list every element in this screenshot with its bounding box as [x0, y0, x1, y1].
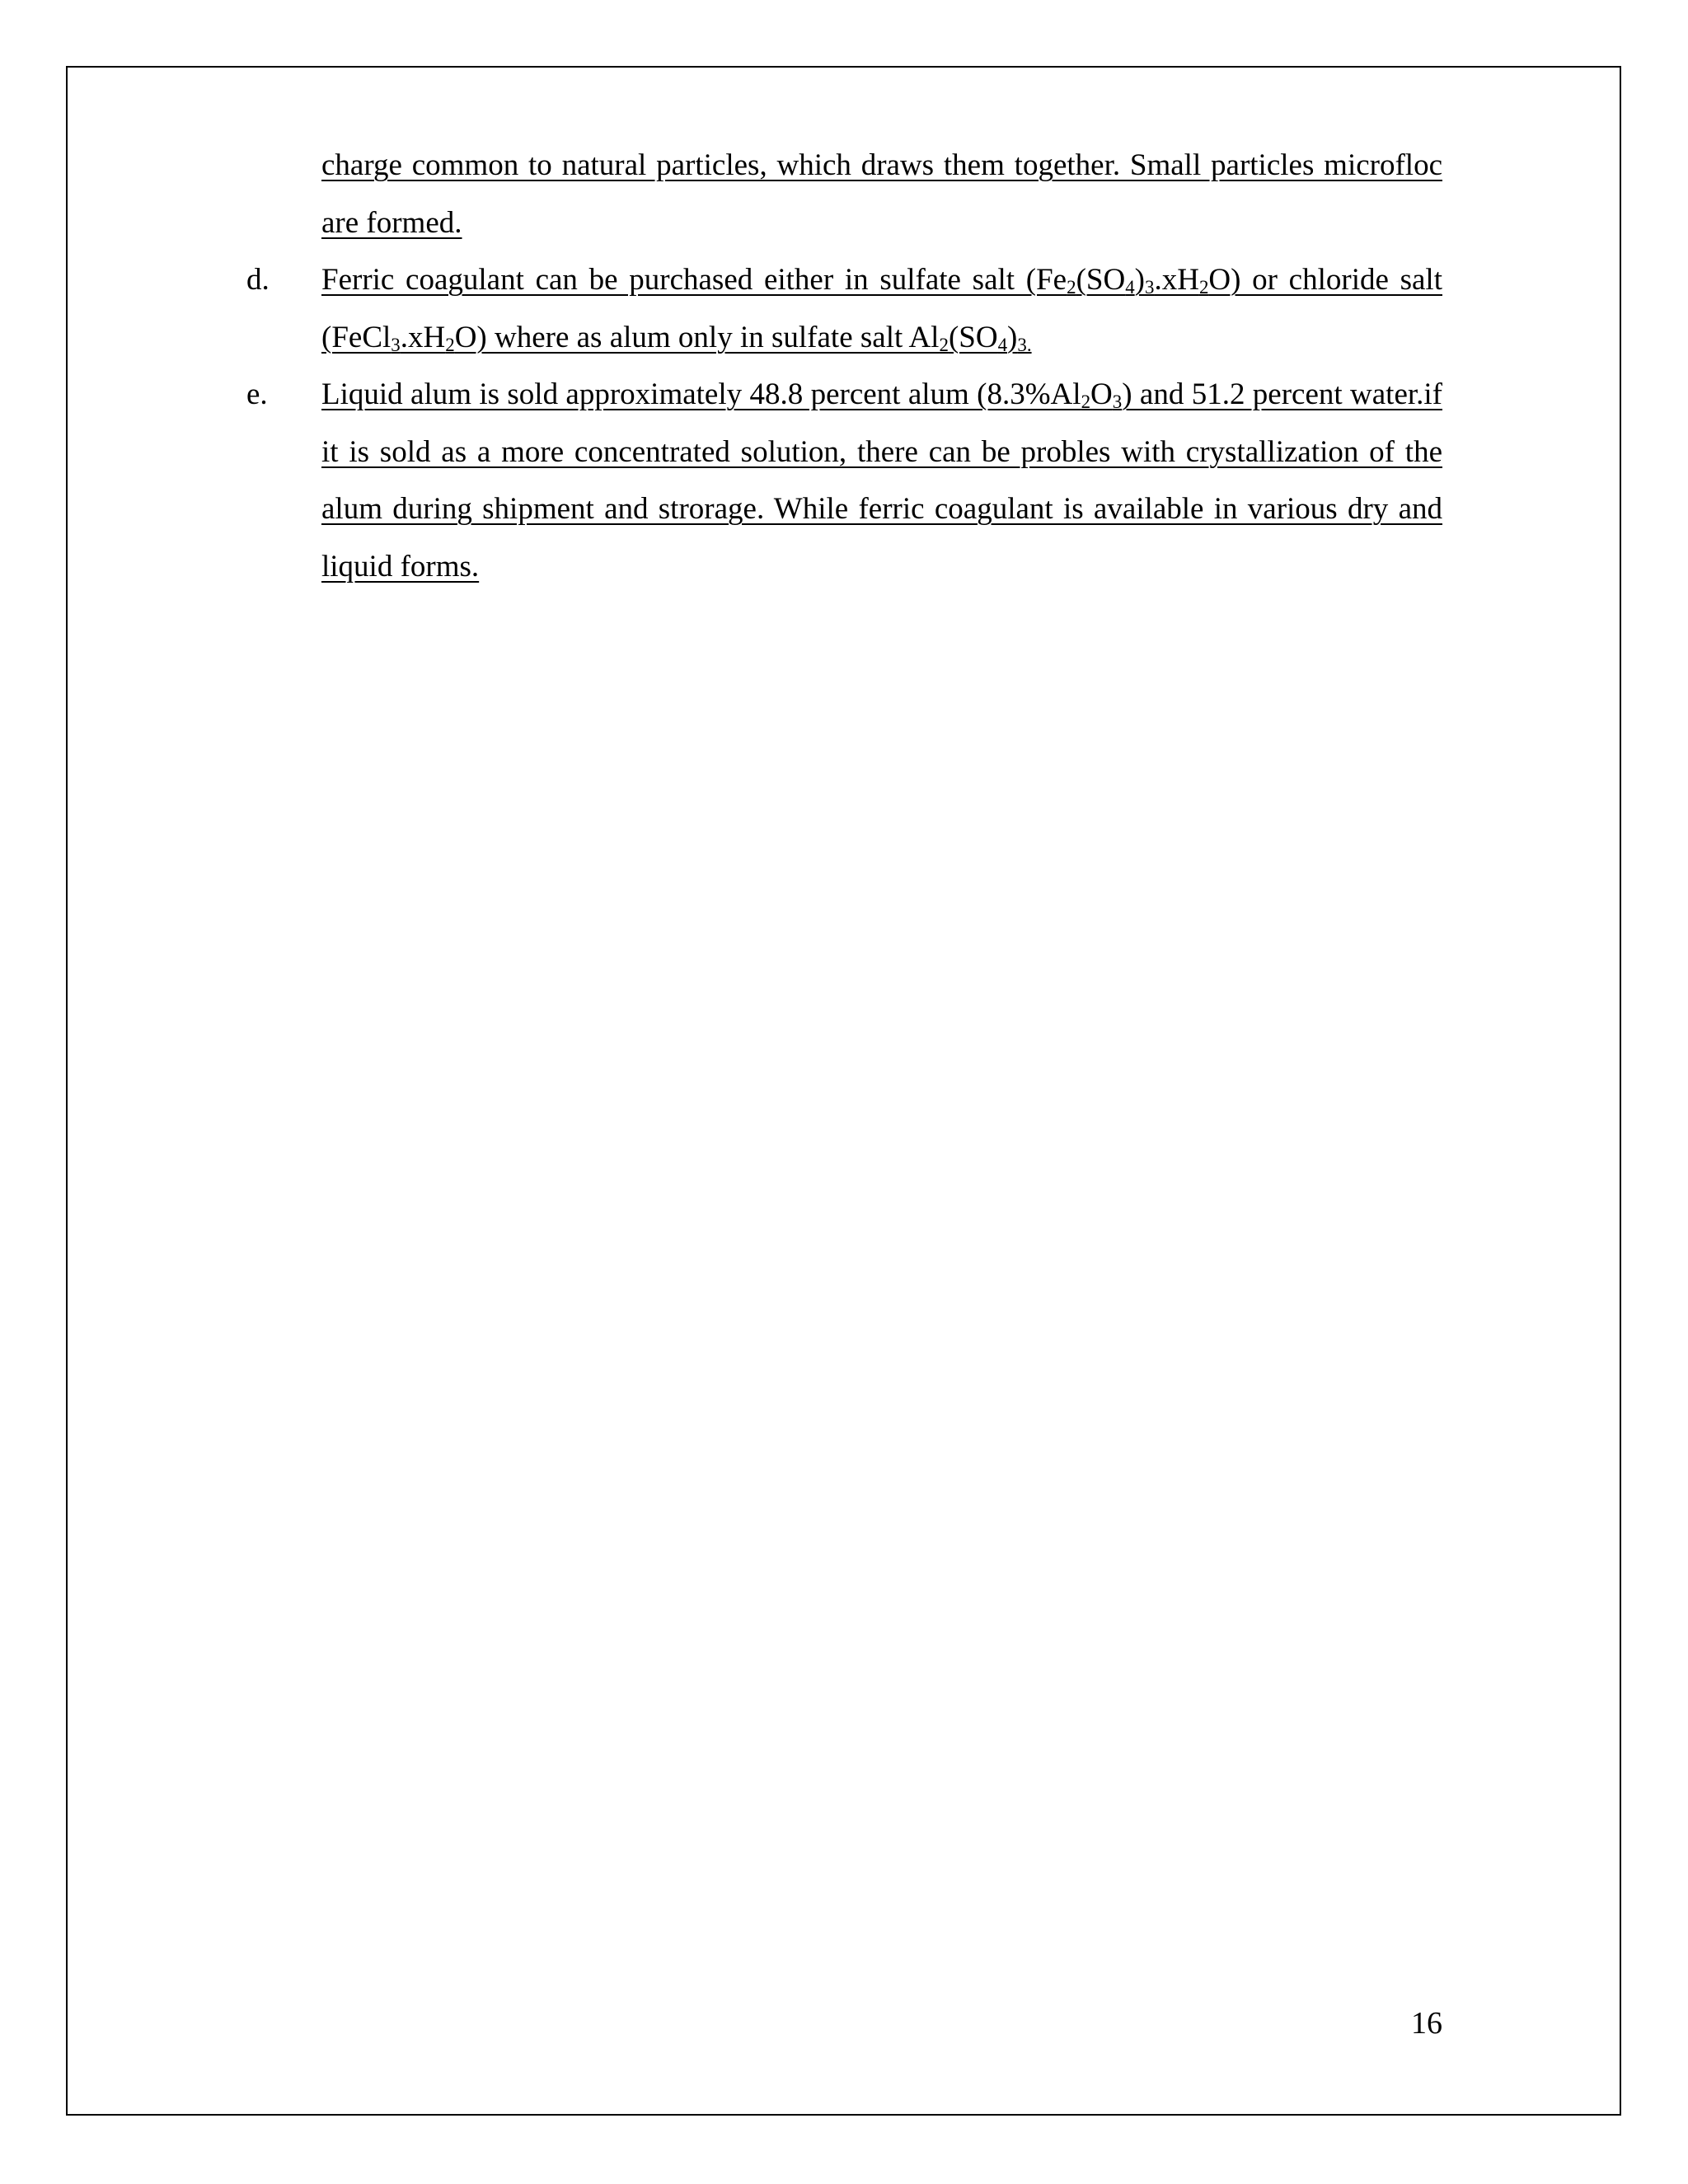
- text-run: (SO: [1076, 263, 1126, 297]
- paragraph: [239, 251, 1442, 366]
- paragraph-text: [321, 263, 1442, 354]
- text-run: ): [1007, 320, 1018, 354]
- text-run: Ferric coagulant can be purchased either in sulfate salt (Fe: [321, 263, 1067, 297]
- subscript: 2: [1067, 277, 1076, 298]
- text-run: ): [1134, 263, 1145, 297]
- document-body: [239, 137, 1442, 595]
- subscript: 3.: [1017, 334, 1032, 355]
- text-run: (SO: [948, 320, 998, 354]
- text-run: O) where as alum only in sulfate salt Al: [454, 320, 940, 354]
- subscript: 4: [1125, 277, 1135, 298]
- subscript: 3: [391, 334, 401, 355]
- paragraph-text: [321, 148, 1442, 240]
- subscript: 3: [1144, 277, 1155, 298]
- subscript: 3: [1112, 391, 1123, 413]
- paragraph: [239, 137, 1442, 251]
- page-number: 16: [1411, 2006, 1442, 2041]
- text-run: .xH: [1154, 263, 1199, 297]
- paragraph: [239, 366, 1442, 595]
- text-run: O) or chloride salt (FeCl: [321, 263, 1442, 354]
- subscript: 2: [445, 334, 455, 355]
- text-run: charge common to natural particles, which draws them together. Small particles microfloc are formed.: [321, 148, 1442, 240]
- subscript: 2: [939, 334, 949, 355]
- paragraph-text: [321, 377, 1442, 583]
- subscript: 4: [997, 334, 1008, 355]
- text-run: ) and 51.2 percent water.if it is sold as a more concentrated solution, there can be probles with crystallization of the alum during shipment and strorage. While ferric coagulant is available in various dry and liquid forms.: [321, 377, 1442, 583]
- subscript: 2: [1198, 277, 1209, 298]
- text-run: .xH: [400, 320, 446, 354]
- text-run: Liquid alum is sold approximately 48.8 percent alum (8.3%Al: [321, 377, 1081, 411]
- list-marker: e.: [246, 377, 268, 411]
- text-run: O: [1090, 377, 1113, 411]
- list-marker: d.: [246, 263, 270, 297]
- subscript: 2: [1081, 391, 1091, 413]
